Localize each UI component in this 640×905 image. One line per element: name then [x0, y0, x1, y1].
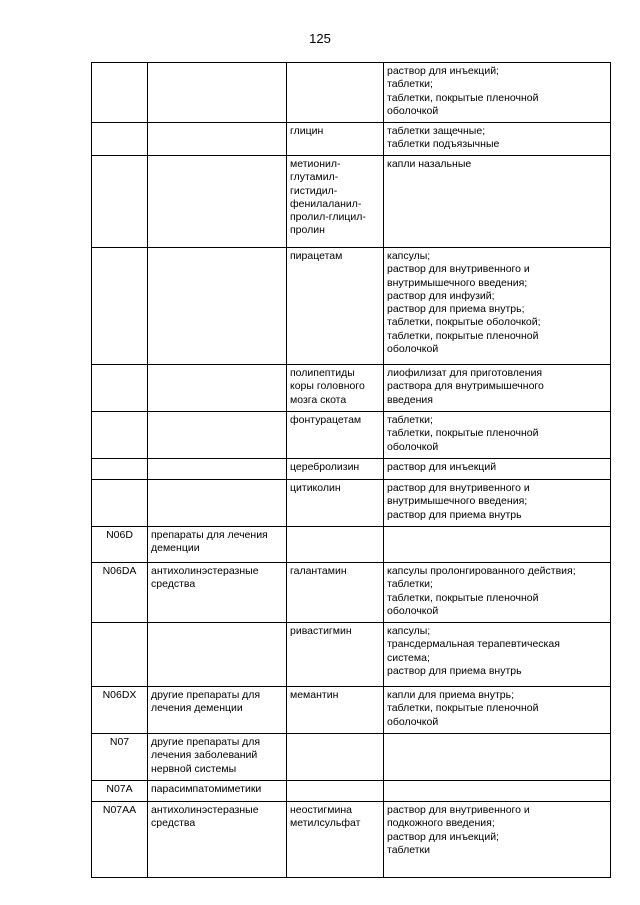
cell-text-line: таблетки;	[387, 78, 433, 91]
cell-text-line: подкожного введения;	[387, 817, 495, 830]
cell-text-line: цитиколин	[290, 482, 341, 494]
cell-text-line: раствор для приема внутрь;	[387, 303, 525, 316]
table-row	[92, 459, 611, 480]
group-cell	[148, 156, 287, 248]
table-row	[92, 781, 611, 802]
atc-code-text: N07	[109, 736, 130, 748]
cell-text-line: мемантин	[290, 689, 339, 701]
dosage-forms-cell	[384, 781, 611, 802]
dosage-forms-cell	[384, 527, 611, 563]
cell-text-line: раствор для инъекций	[387, 461, 497, 473]
cell-text-line: таблетки подъязычные	[387, 138, 500, 151]
group-cell	[148, 459, 287, 480]
group-cell	[148, 480, 287, 527]
drug-name-cell	[287, 623, 384, 687]
cell-text-line: раствор для инъекций;	[387, 830, 499, 843]
cell-text-line: оболочкой	[387, 104, 439, 117]
cell-text-line: коры головного	[290, 380, 365, 393]
cell-text-line: парасимпатомиметики	[151, 783, 262, 795]
cell-text-line: таблетки, покрытые пленочной	[387, 427, 539, 440]
cell-text-line: оболочкой	[387, 440, 439, 453]
cell-text-line: средства	[151, 817, 196, 830]
group-cell	[148, 623, 287, 687]
table-row	[92, 480, 611, 527]
group-cell	[148, 563, 287, 623]
table-row	[92, 563, 611, 623]
table-body	[92, 63, 611, 878]
atc-code-cell	[92, 734, 148, 781]
cell-text-line: трансдермальная терапевтическая	[387, 638, 560, 651]
atc-code-text: N06DA	[102, 565, 137, 577]
cell-text-line: другие препараты для	[151, 736, 261, 748]
atc-code-text: N07A	[106, 783, 133, 795]
cell-text-line: средства	[151, 578, 196, 591]
table-row	[92, 365, 611, 412]
cell-text-line: раствора для внутримышечного	[387, 380, 544, 393]
dosage-forms-cell	[384, 480, 611, 527]
cell-text-line: неостигмина	[290, 804, 352, 816]
cell-text-line: раствор для инъекций;	[387, 65, 499, 77]
group-cell	[148, 802, 287, 878]
atc-code-cell	[92, 459, 148, 480]
table-row	[92, 734, 611, 781]
cell-text-line: раствор для внутривенного и	[387, 263, 530, 276]
cell-text-line: раствор для внутривенного и	[387, 482, 530, 494]
table-row	[92, 527, 611, 563]
dosage-forms-cell	[384, 563, 611, 623]
medication-table	[91, 62, 611, 878]
drug-name-cell	[287, 156, 384, 248]
drug-name-cell	[287, 734, 384, 781]
cell-text-line: капсулы;	[387, 625, 431, 637]
table-row	[92, 156, 611, 248]
dosage-forms-cell	[384, 734, 611, 781]
cell-text-line: внутримышечного введения;	[387, 276, 528, 289]
drug-name-cell	[287, 563, 384, 623]
cell-text-line: таблетки	[387, 843, 430, 856]
atc-code-cell	[92, 365, 148, 412]
atc-code-cell	[92, 687, 148, 734]
cell-text-line: таблетки, покрытые пленочной	[387, 702, 539, 715]
cell-text-line: глицин	[290, 125, 324, 137]
cell-text-line: полипептиды	[290, 367, 355, 379]
atc-code-cell	[92, 156, 148, 248]
cell-text-line: галантамин	[290, 565, 347, 577]
atc-code-text: N06DX	[102, 689, 137, 701]
cell-text-line: гистидил-	[290, 184, 338, 197]
cell-text-line: глутамил-	[290, 171, 339, 184]
atc-code-cell	[92, 63, 148, 123]
cell-text-line: таблетки;	[387, 578, 433, 591]
drug-name-cell	[287, 687, 384, 734]
cell-text-line: таблетки, покрытые пленочной	[387, 329, 539, 342]
dosage-forms-cell	[384, 802, 611, 878]
cell-text-line: другие препараты для	[151, 689, 261, 701]
cell-text-line: метионил-	[290, 158, 341, 170]
table-row	[92, 802, 611, 878]
cell-text-line: антихолинэстеразные	[151, 804, 259, 816]
cell-text-line: таблетки защечные;	[387, 125, 486, 137]
cell-text-line: таблетки, покрытые пленочной	[387, 591, 539, 604]
atc-code-cell	[92, 802, 148, 878]
group-cell	[148, 412, 287, 459]
cell-text-line: раствор для инфузий;	[387, 289, 495, 302]
drug-name-cell	[287, 459, 384, 480]
cell-text-line: таблетки, покрытые оболочкой;	[387, 316, 541, 329]
atc-code-cell	[92, 248, 148, 365]
cell-text-line: фонтурацетам	[290, 414, 362, 426]
table-row	[92, 687, 611, 734]
cell-text-line: оболочкой	[387, 604, 439, 617]
cell-text-line: нервной системы	[151, 762, 237, 775]
cell-text-line: оболочкой	[387, 715, 439, 728]
cell-text-line: раствор для внутривенного и	[387, 804, 530, 816]
drug-name-cell	[287, 248, 384, 365]
cell-text-line: капли назальные	[387, 158, 472, 170]
drug-name-cell	[287, 802, 384, 878]
cell-text-line: введения	[387, 393, 433, 406]
cell-text-line: препараты для лечения	[151, 529, 268, 541]
atc-code-text: N07AA	[102, 804, 137, 816]
atc-code-text: N06D	[106, 529, 133, 541]
cell-text-line: лечения деменции	[151, 702, 243, 715]
dosage-forms-cell	[384, 248, 611, 365]
table-row	[92, 623, 611, 687]
group-cell	[148, 248, 287, 365]
dosage-forms-cell	[384, 623, 611, 687]
atc-code-cell	[92, 123, 148, 156]
cell-text-line: ривастигмин	[290, 625, 352, 637]
dosage-forms-cell	[384, 365, 611, 412]
cell-text-line: лиофилизат для приготовления	[387, 367, 543, 379]
cell-text-line: метилсульфат	[290, 817, 361, 830]
table-row	[92, 63, 611, 123]
group-cell	[148, 365, 287, 412]
group-cell	[148, 123, 287, 156]
cell-text-line: церебролизин	[290, 461, 360, 473]
cell-text-line: таблетки, покрытые пленочной	[387, 91, 539, 104]
cell-text-line: лечения заболеваний	[151, 749, 258, 762]
cell-text-line: пролил-глицил-	[290, 211, 366, 224]
atc-code-cell	[92, 527, 148, 563]
atc-code-cell	[92, 412, 148, 459]
drug-name-cell	[287, 480, 384, 527]
group-cell	[148, 63, 287, 123]
drug-name-cell	[287, 123, 384, 156]
group-cell	[148, 781, 287, 802]
dosage-forms-cell	[384, 459, 611, 480]
dosage-forms-cell	[384, 412, 611, 459]
drug-name-cell	[287, 527, 384, 563]
cell-text-line: капсулы;	[387, 250, 431, 262]
atc-code-cell	[92, 563, 148, 623]
cell-text-line: оболочкой	[387, 343, 439, 356]
cell-text-line: раствор для приема внутрь	[387, 508, 522, 521]
dosage-forms-cell	[384, 123, 611, 156]
drug-name-cell	[287, 781, 384, 802]
group-cell	[148, 687, 287, 734]
cell-text-line: раствор для приема внутрь	[387, 664, 522, 677]
drug-name-cell	[287, 63, 384, 123]
group-cell	[148, 527, 287, 563]
cell-text-line: капли для приема внутрь;	[387, 689, 514, 701]
dosage-forms-cell	[384, 156, 611, 248]
drug-name-cell	[287, 365, 384, 412]
cell-text-line: капсулы пролонгированного действия;	[387, 565, 576, 577]
cell-text-line: фенилаланил-	[290, 197, 362, 210]
page-number: 125	[309, 31, 331, 46]
cell-text-line: пирацетам	[290, 250, 343, 262]
cell-text-line: система;	[387, 651, 430, 664]
table-row	[92, 412, 611, 459]
cell-text-line: деменции	[151, 542, 200, 555]
group-cell	[148, 734, 287, 781]
atc-code-cell	[92, 623, 148, 687]
atc-code-cell	[92, 781, 148, 802]
dosage-forms-cell	[384, 687, 611, 734]
cell-text-line: таблетки;	[387, 414, 433, 426]
cell-text-line: антихолинэстеразные	[151, 565, 259, 577]
atc-code-cell	[92, 480, 148, 527]
cell-text-line: мозга скота	[290, 393, 347, 406]
table-row	[92, 123, 611, 156]
cell-text-line: внутримышечного введения;	[387, 495, 528, 508]
drug-name-cell	[287, 412, 384, 459]
table-row	[92, 248, 611, 365]
cell-text-line: пролин	[290, 224, 325, 237]
dosage-forms-cell	[384, 63, 611, 123]
